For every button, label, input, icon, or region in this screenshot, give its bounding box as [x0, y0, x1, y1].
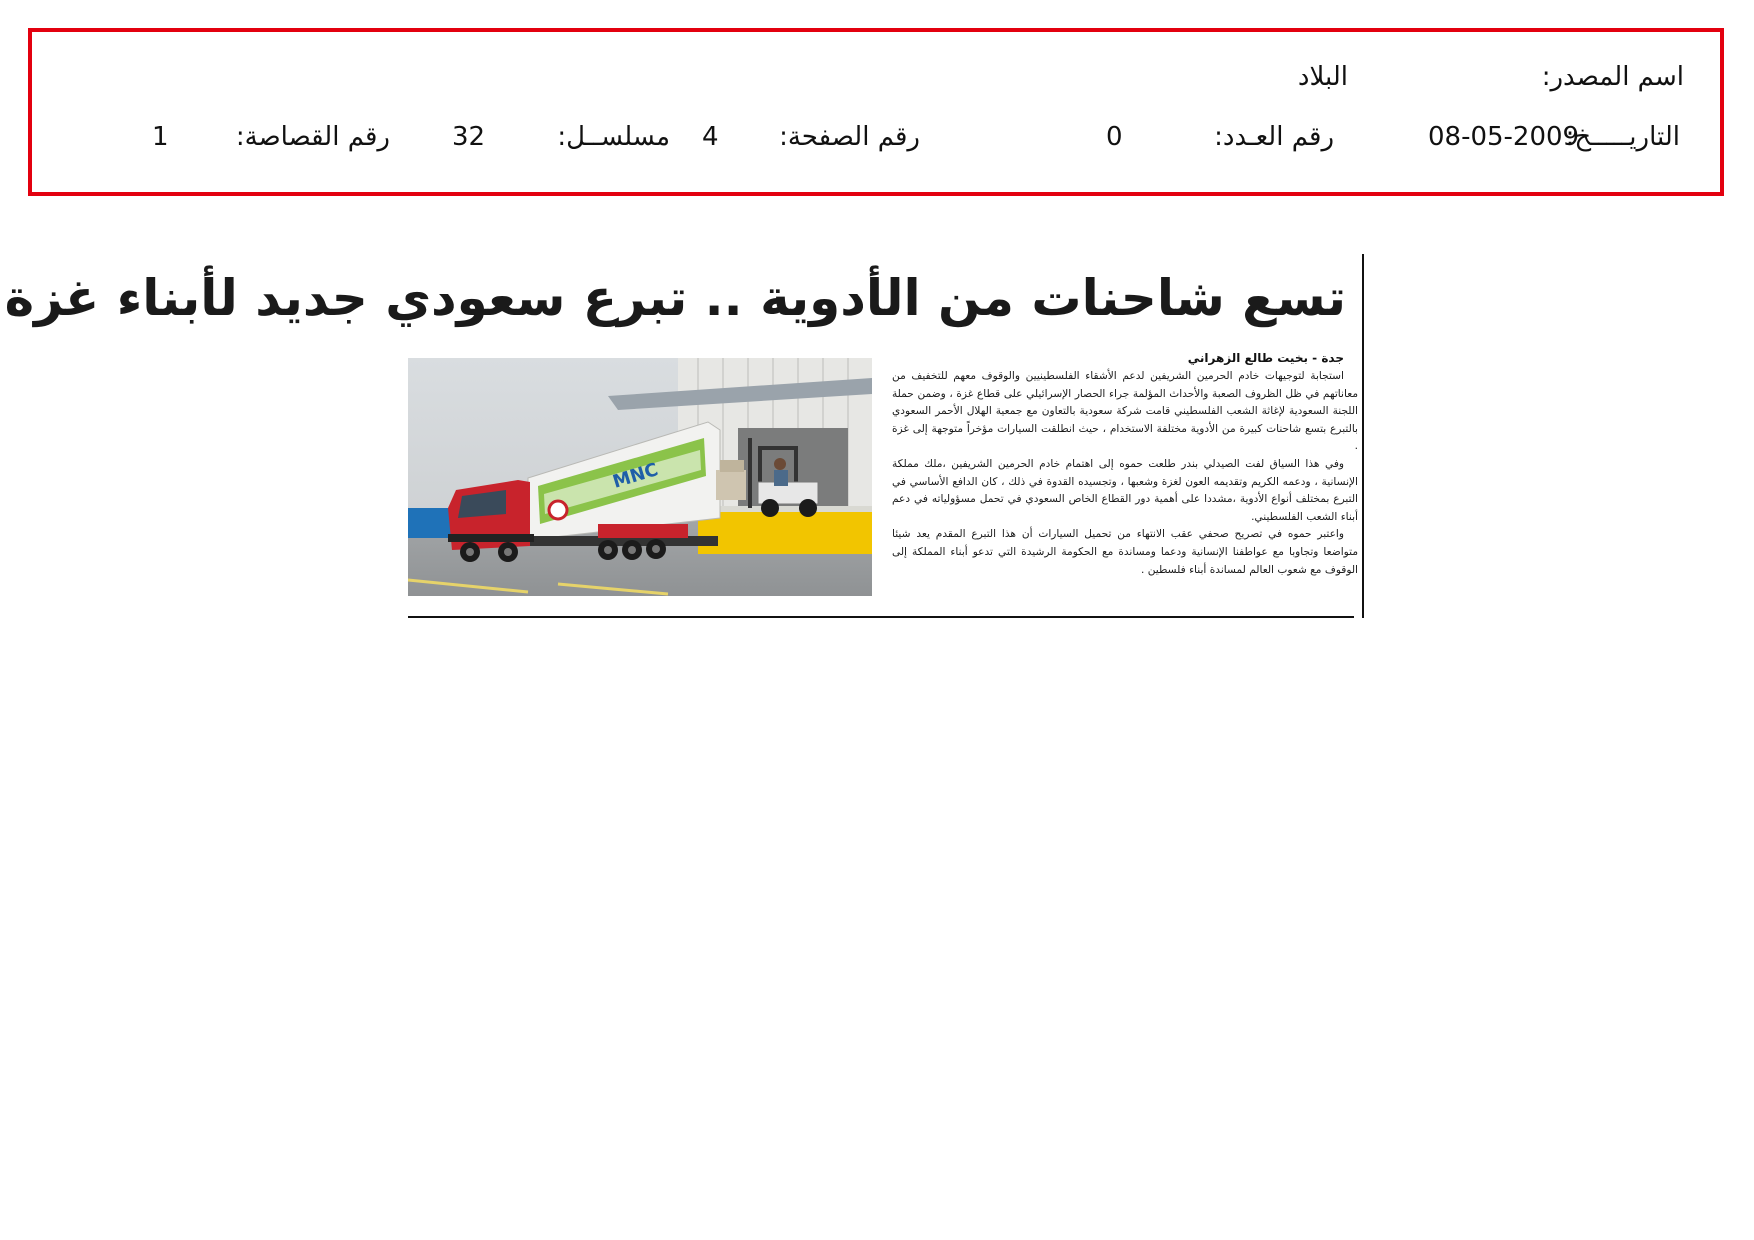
- truck-loading-photo: [408, 358, 872, 596]
- article-headline: تسع شاحنات من الأدوية .. تبرع سعودي جديد لأبناء غزة: [4, 269, 1346, 327]
- newspaper-clipping: [4, 252, 1366, 618]
- article-paragraph: وفي هذا السياق لفت الصيدلي بندر طلعت حموه إلى اهتمام خادم الحرمين الشريفين ،ملك مملكة الإنسانية ، ودعمه الكريم وتقديمه العون لغزة وشعبها ، وتجسيده القدوة في ذلك ، كان الدافع الأساسي في التبرع بمختلف أنواع الأدوية ،مشددا على أهمية دور القطاع الخاص السعودي في تحمل مسؤولياته في دعم أبناء الشعب الفلسطيني.: [892, 457, 1358, 523]
- metadata-frame: [28, 28, 1724, 196]
- clip-label: رقم القصاصة:: [235, 122, 390, 152]
- article-paragraph: استجابة لتوجيهات خادم الحرمين الشريفين لدعم الأشقاء الفلسطينيين والوقوف معهم للتخفيف من معاناتهم في ظل الظروف الصعبة والأحداث المؤلمة جراء الحصار الإسرائيلي على قطاع غزة ، وضمن حملة اللجنة السعودية لإغاثة الشعب الفلسطيني قامت شركة سعودية بالتعاون مع جمعية الهلال الأحمر السعودي بالتبرع بتسع شاحنات كبيرة من الأدوية مختلفة الاستخدام ، حيث انطلقت السيارات مؤخراً متوجهة إلى غزة .: [892, 370, 1358, 453]
- column-rule-vertical: [1362, 254, 1364, 618]
- serial-label: مسلســل:: [557, 122, 670, 152]
- page-value: 4: [702, 122, 719, 152]
- serial-value: 32: [452, 122, 486, 152]
- issue-value: 0: [1106, 122, 1123, 152]
- article-body: [892, 368, 1358, 579]
- source-label: اسم المصدر:: [1541, 62, 1684, 92]
- page-label: رقم الصفحة:: [779, 122, 920, 152]
- article-byline: جدة - بخيت طالع الزهراني: [1187, 351, 1344, 365]
- column-rule-horizontal: [408, 616, 1354, 618]
- date-value: 08-05-2009: [1428, 122, 1580, 152]
- date-label: التاريـــــخ:: [1565, 122, 1680, 152]
- article-paragraph: واعتبر حموه في تصريح صحفي عقب الانتهاء من تحميل السيارات أن هذا التبرع المقدم يعد شيئا متواضعا وتجاوبا مع عواطفنا الإنسانية ودعما ومساندة مع الحكومة الرشيدة التي تدعو أبناء المملكة إلى الوقوف مع شعوب العالم لمساندة أبناء فلسطين .: [892, 528, 1358, 576]
- issue-label: رقم العـدد:: [1214, 122, 1334, 152]
- banner-logo: MNC: [610, 459, 661, 493]
- clip-value: 1: [152, 122, 169, 152]
- source-value: البلاد: [1297, 62, 1348, 92]
